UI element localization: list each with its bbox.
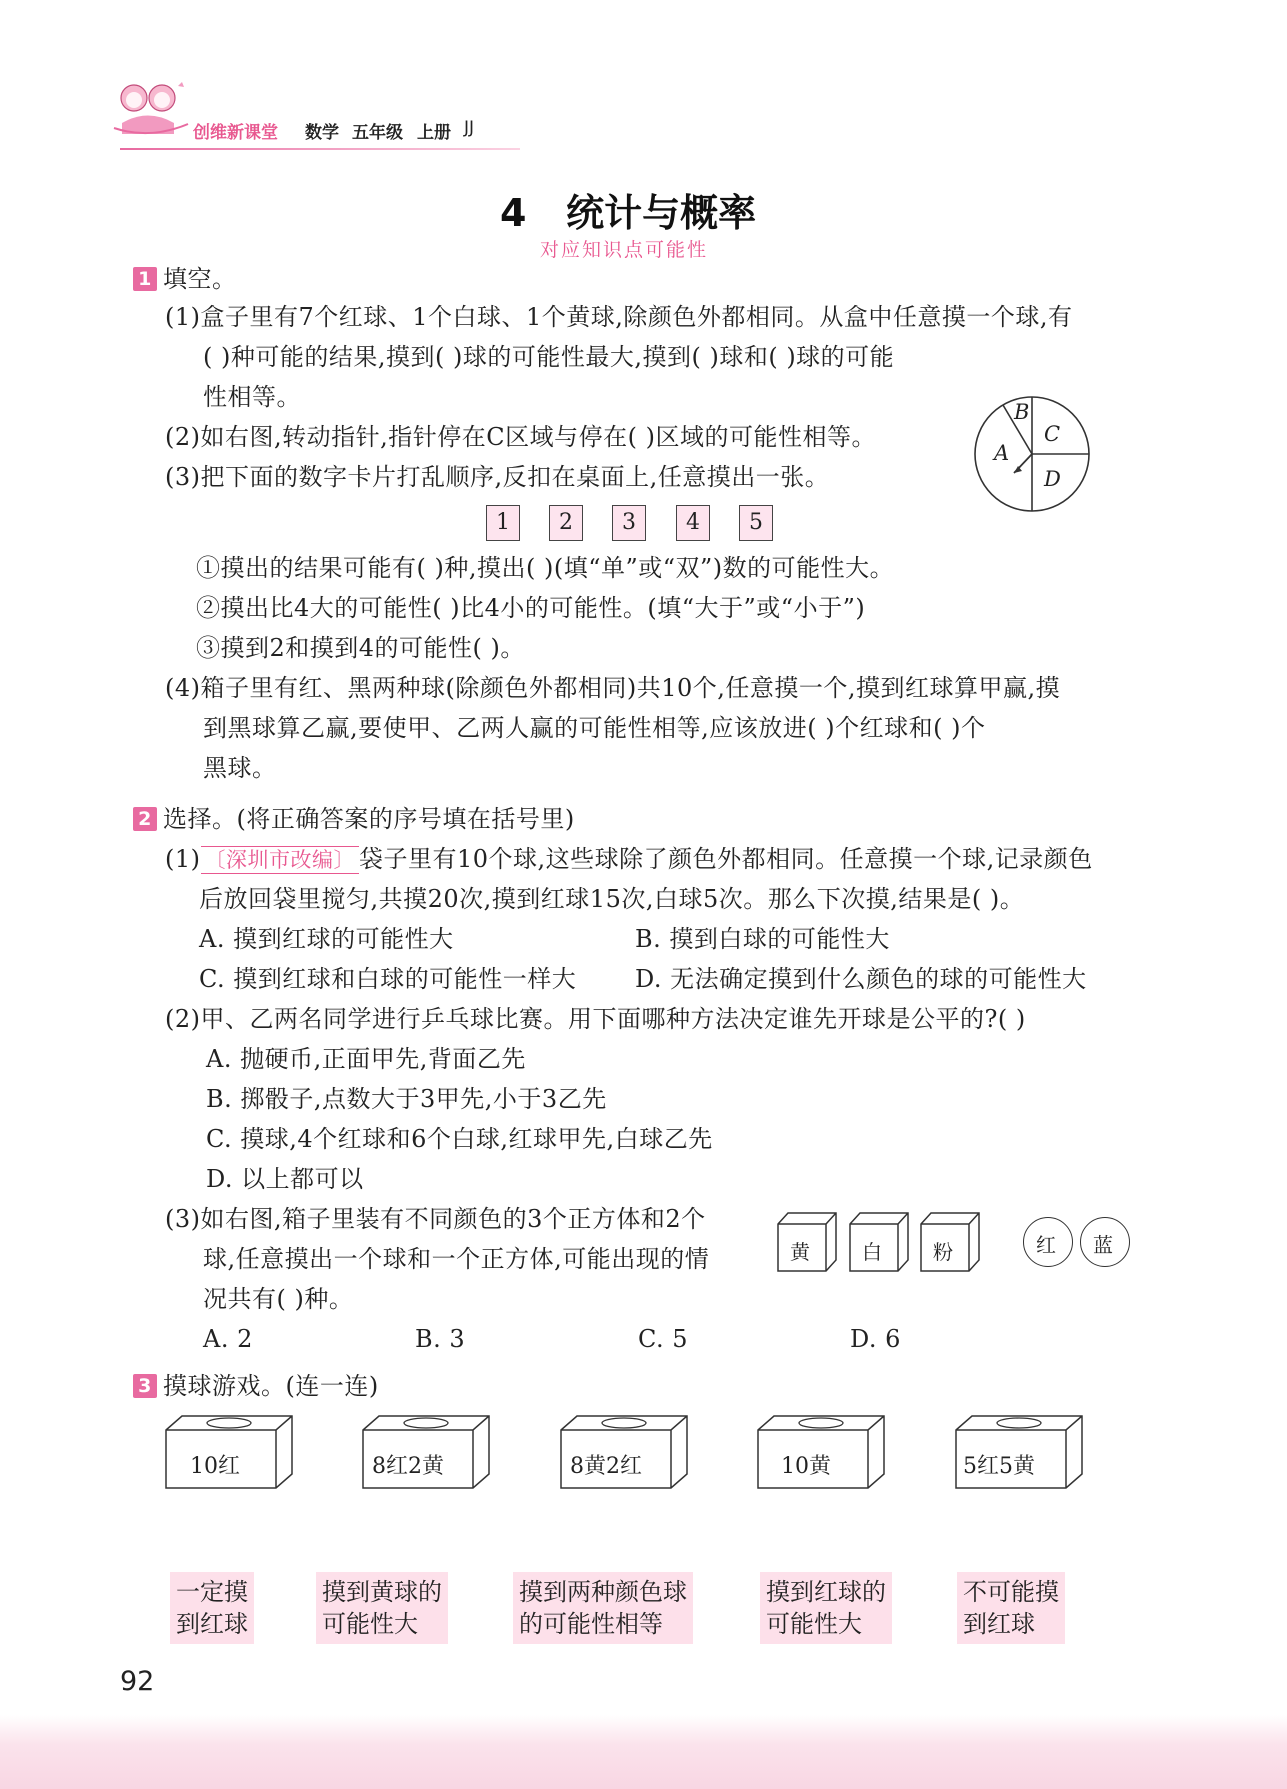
result-line: 可能性大 — [322, 1610, 418, 1638]
q1-p4-line1: (4)箱子里有红、黑两种球(除颜色外都相同)共10个,任意摸一个,摸到红球算甲赢,摸 — [165, 674, 1061, 702]
number-card: 5 — [739, 505, 773, 541]
cube-label: 粉 — [933, 1240, 953, 1264]
q2-p1-option-b: B. 摸到白球的可能性大 — [635, 925, 890, 953]
q1-p4-line2: 到黑球算乙赢,要使甲、乙两人赢的可能性相等,应该放进( )个红球和( )个 — [203, 714, 986, 742]
q1-sub1: ①摸出的结果可能有( )种,摸出( )(填“单”或“双”)数的可能性大。 — [196, 554, 895, 582]
q2-p1-line2: 后放回袋里搅匀,共摸20次,摸到红球15次,白球5次。那么下次摸,结果是( )。 — [199, 885, 1025, 913]
q1-p1-line1: (1)盒子里有7个红球、1个白球、1个黄球,除颜色外都相同。从盒中任意摸一个球,有 — [165, 303, 1073, 331]
header-subject: 数学 — [305, 123, 339, 143]
q2-p2-option-d: D. 以上都可以 — [206, 1165, 364, 1193]
q1-p1-line2: ( )种可能的结果,摸到( )球的可能性最大,摸到( )球和( )球的可能 — [203, 343, 895, 371]
q3-badge: 3 — [133, 1374, 157, 1398]
q2-p3-option-a: A. 2 — [203, 1325, 253, 1353]
q2-p1-option-d: D. 无法确定摸到什么颜色的球的可能性大 — [635, 965, 1087, 993]
ball-box-label: 10黄 — [781, 1454, 831, 1479]
q2-p3-line1: (3)如右图,箱子里装有不同颜色的3个正方体和2个 — [165, 1205, 706, 1233]
q2-p3-line3: 况共有( )种。 — [203, 1285, 354, 1313]
q1-p4-line3: 黑球。 — [203, 754, 277, 782]
page-subtitle: 对应知识点可能性 — [540, 239, 709, 261]
q2-p3-option-c: C. 5 — [638, 1325, 689, 1353]
q3-heading-text: 摸球游戏。(连一连) — [163, 1372, 379, 1400]
ball-label: 红 — [1036, 1233, 1056, 1257]
q2-p1-line1 — [165, 842, 1093, 876]
spinner-label-a: A — [994, 441, 1010, 465]
result-line: 不可能摸 — [963, 1578, 1059, 1606]
result-line: 的可能性相等 — [519, 1610, 663, 1638]
cube-label: 白 — [862, 1240, 882, 1264]
header-edition: JJ — [464, 118, 475, 138]
result-label — [513, 1572, 693, 1644]
q2-p3-option-d: D. 6 — [850, 1325, 901, 1353]
number-card: 3 — [612, 505, 646, 541]
q2-p2-option-a: A. 抛硬币,正面甲先,背面乙先 — [206, 1045, 526, 1073]
q1-sub3: ③摸到2和摸到4的可能性( )。 — [196, 634, 525, 662]
page-title: 4 统计与概率 — [500, 191, 757, 235]
q2-p1-option-a: A. 摸到红球的可能性大 — [199, 925, 454, 953]
result-line: 到红球 — [963, 1610, 1035, 1638]
result-line: 到红球 — [176, 1610, 248, 1638]
ball-box-label: 8黄2红 — [570, 1454, 642, 1479]
q1-heading-text: 填空。 — [163, 265, 237, 293]
result-line: 一定摸 — [176, 1578, 248, 1606]
q2-heading — [133, 802, 575, 836]
page-number: 92 — [120, 1666, 155, 1697]
q2-badge: 2 — [133, 807, 157, 831]
result-line: 摸到两种颜色球 — [519, 1578, 687, 1606]
ball-box-label: 10红 — [190, 1454, 240, 1479]
q2-p3-option-b: B. 3 — [415, 1325, 466, 1353]
q1-p2: (2)如右图,转动指针,指针停在C区域与停在( )区域的可能性相等。 — [165, 423, 876, 451]
result-label — [760, 1572, 892, 1644]
ball-box-label: 5红5黄 — [963, 1454, 1035, 1479]
q1-p3: (3)把下面的数字卡片打乱顺序,反扣在桌面上,任意摸出一张。 — [165, 463, 830, 491]
number-card: 2 — [549, 505, 583, 541]
number-card: 1 — [486, 505, 520, 541]
q2-p2: (2)甲、乙两名同学进行乒乓球比赛。用下面哪种方法决定谁先开球是公平的?( ) — [165, 1005, 1026, 1033]
spinner-diagram — [972, 393, 1092, 515]
q1-badge: 1 — [133, 267, 157, 291]
header-volume: 上册 — [417, 123, 451, 143]
result-label — [316, 1572, 448, 1644]
result-label — [957, 1572, 1065, 1644]
header-underline — [120, 148, 520, 150]
q2-p1-text: 袋子里有10个球,这些球除了颜色外都相同。任意摸一个球,记录颜色 — [359, 845, 1093, 873]
result-line: 摸到黄球的 — [322, 1578, 442, 1606]
q3-heading — [133, 1369, 379, 1403]
cube-label: 黄 — [790, 1240, 810, 1264]
result-label — [170, 1572, 254, 1644]
q1-heading — [133, 262, 237, 296]
q2-p1-option-c: C. 摸到红球和白球的可能性一样大 — [199, 965, 577, 993]
q2-p2-option-b: B. 掷骰子,点数大于3甲先,小于3乙先 — [206, 1085, 607, 1113]
number-card: 4 — [676, 505, 710, 541]
footer-band — [0, 1715, 1287, 1789]
q1-p1-line3: 性相等。 — [203, 383, 301, 411]
q2-p3-line2: 球,任意摸出一个球和一个正方体,可能出现的情 — [203, 1245, 710, 1273]
spinner-label-d: D — [1044, 467, 1061, 491]
spinner-label-c: C — [1044, 422, 1061, 446]
source-tag: 〔深圳市改编〕 — [201, 846, 360, 874]
q1-sub2: ②摸出比4大的可能性( )比4小的可能性。(填“大于”或“小于”) — [196, 594, 866, 622]
header-grade: 五年级 — [352, 123, 403, 143]
result-line: 可能性大 — [766, 1610, 862, 1638]
q2-p2-option-c: C. 摸球,4个红球和6个白球,红球甲先,白球乙先 — [206, 1125, 713, 1153]
q2-heading-text: 选择。(将正确答案的序号填在括号里) — [163, 805, 575, 833]
q2-p1-prefix: (1) — [165, 845, 201, 873]
header-brand: 创维新课堂 — [193, 123, 278, 143]
ball-label: 蓝 — [1093, 1233, 1113, 1257]
ball-box-label: 8红2黄 — [372, 1454, 444, 1479]
spinner-label-b: B — [1014, 400, 1030, 424]
header-mascot — [112, 78, 192, 138]
result-line: 摸到红球的 — [766, 1578, 886, 1606]
